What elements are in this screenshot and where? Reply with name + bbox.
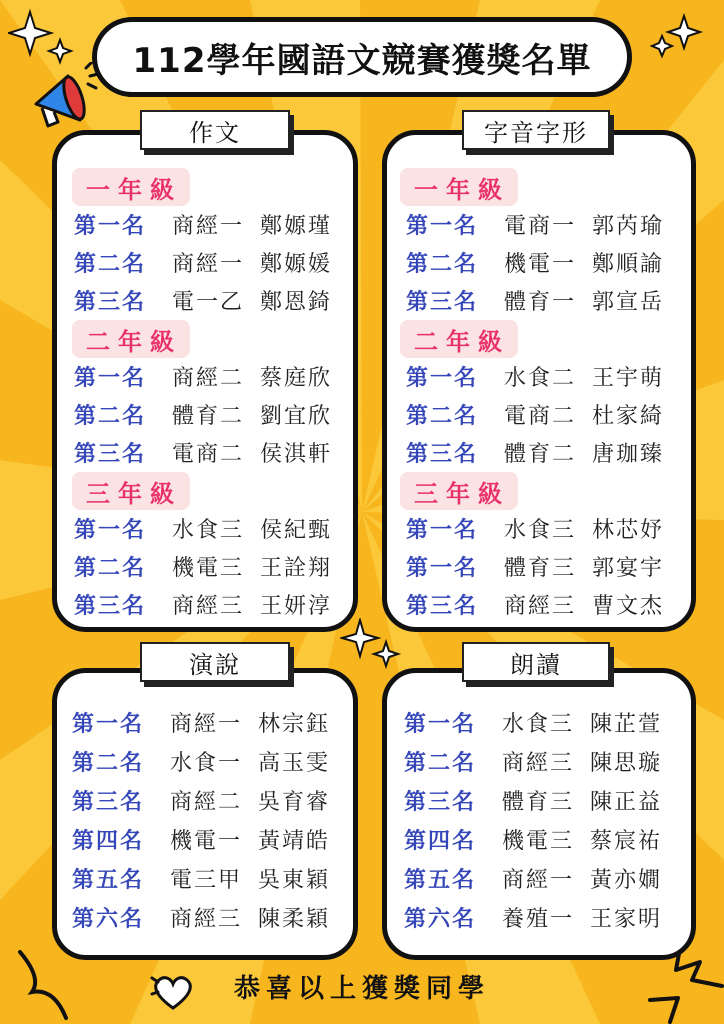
rank-label: 第五名 (72, 867, 145, 893)
class-label: 體育二 (504, 441, 577, 467)
class-label: 商經三 (502, 750, 575, 776)
list-item (406, 548, 664, 584)
list-item (72, 860, 330, 896)
rank-label: 第三名 (404, 789, 477, 815)
rank-label: 第一名 (406, 213, 479, 239)
list-item (72, 704, 330, 740)
rank-label: 第六名 (404, 906, 477, 932)
list-item (74, 548, 332, 584)
tab-reading: 朗讀 (462, 642, 610, 682)
student-name: 劉宜欣 (260, 403, 333, 429)
rank-label: 第一名 (406, 517, 479, 543)
student-name: 黃靖皓 (258, 828, 331, 854)
rank-label: 第二名 (406, 403, 479, 429)
rank-label: 第三名 (74, 289, 147, 315)
rank-label: 第五名 (404, 867, 477, 893)
class-label: 機電一 (504, 251, 577, 277)
list-item (74, 282, 332, 318)
list-item (404, 743, 662, 779)
student-name: 王詮翔 (260, 555, 333, 581)
list-item (74, 434, 332, 470)
rank-label: 第四名 (72, 828, 145, 854)
list-item (406, 396, 664, 432)
class-label: 水食三 (504, 517, 577, 543)
rank-label: 第二名 (404, 750, 477, 776)
rank-label: 第一名 (406, 365, 479, 391)
class-label: 機電三 (502, 828, 575, 854)
student-name: 郭宴宇 (592, 555, 665, 581)
class-label: 電商一 (504, 213, 577, 239)
class-label: 電一乙 (172, 289, 245, 315)
congratulations-text: 恭喜以上獲獎同學 (233, 974, 490, 1004)
student-name: 蔡宸祐 (590, 828, 663, 854)
list-item (406, 510, 664, 546)
list-item (74, 586, 332, 622)
student-name: 唐珈臻 (592, 441, 665, 467)
list-item (404, 782, 662, 818)
rank-label: 第三名 (406, 289, 479, 315)
student-name: 黃亦嫺 (590, 867, 663, 893)
class-label: 機電一 (170, 828, 243, 854)
list-item (406, 358, 664, 394)
list-item (72, 821, 330, 857)
rank-label: 第三名 (406, 441, 479, 467)
rank-label: 第二名 (74, 555, 147, 581)
list-item (406, 206, 664, 242)
class-label: 水食二 (504, 365, 577, 391)
rank-label: 第一名 (74, 517, 147, 543)
tab-composition: 作文 (140, 110, 290, 150)
class-label: 體育三 (504, 555, 577, 581)
rank-label: 第二名 (74, 251, 147, 277)
student-name: 杜家綺 (592, 403, 665, 429)
list-item (72, 899, 330, 935)
class-label: 水食一 (170, 750, 243, 776)
rank-label: 第一名 (72, 711, 145, 737)
grade-label: 二年級 (72, 320, 190, 358)
rank-label: 第六名 (72, 906, 145, 932)
class-label: 商經三 (170, 906, 243, 932)
list-item (404, 860, 662, 896)
class-label: 商經一 (172, 251, 245, 277)
rank-label: 第一名 (404, 711, 477, 737)
student-name: 吳東穎 (258, 867, 331, 893)
student-name: 王妍淳 (260, 593, 333, 619)
sparkle-icon (648, 12, 708, 62)
student-name: 郭芮瑜 (592, 213, 665, 239)
class-label: 電商二 (172, 441, 245, 467)
student-name: 鄭嫄瑾 (260, 213, 333, 239)
class-label: 機電三 (172, 555, 245, 581)
rank-label: 第一名 (406, 555, 479, 581)
student-name: 陳芷萱 (590, 711, 663, 737)
list-item (406, 434, 664, 470)
list-item (74, 396, 332, 432)
student-name: 郭宣岳 (592, 289, 665, 315)
list-item (404, 704, 662, 740)
class-label: 體育二 (172, 403, 245, 429)
class-label: 養殖一 (502, 906, 575, 932)
list-item (406, 586, 664, 622)
student-name: 侯淇軒 (260, 441, 333, 467)
list-item (406, 282, 664, 318)
tab-speech: 演說 (140, 642, 290, 682)
rank-label: 第二名 (72, 750, 145, 776)
class-label: 商經一 (170, 711, 243, 737)
list-item (404, 821, 662, 857)
student-name: 蔡庭欣 (260, 365, 333, 391)
class-label: 體育一 (504, 289, 577, 315)
student-name: 林宗鈺 (258, 711, 331, 737)
class-label: 體育三 (502, 789, 575, 815)
student-name: 鄭恩錡 (260, 289, 333, 315)
list-item (74, 358, 332, 394)
grade-label: 三年級 (400, 472, 518, 510)
rank-label: 第三名 (74, 593, 147, 619)
class-label: 電三甲 (170, 867, 243, 893)
rank-label: 第二名 (406, 251, 479, 277)
grade-label: 一年級 (400, 168, 518, 206)
rank-label: 第一名 (74, 365, 147, 391)
student-name: 鄭順諭 (592, 251, 665, 277)
page-title: 112學年國語文競賽獲獎名單 (92, 17, 632, 97)
megaphone-icon (28, 62, 100, 132)
rank-label: 第二名 (74, 403, 147, 429)
rank-label: 第一名 (74, 213, 147, 239)
list-item (404, 899, 662, 935)
student-name: 林芯妤 (592, 517, 665, 543)
class-label: 商經一 (502, 867, 575, 893)
sparkle-icon (8, 8, 78, 68)
student-name: 陳正益 (590, 789, 663, 815)
list-item (74, 206, 332, 242)
student-name: 曹文杰 (592, 593, 665, 619)
student-name: 高玉雯 (258, 750, 331, 776)
grade-label: 一年級 (72, 168, 190, 206)
class-label: 商經一 (172, 213, 245, 239)
class-label: 商經二 (170, 789, 243, 815)
rank-label: 第三名 (74, 441, 147, 467)
list-item (72, 782, 330, 818)
class-label: 水食三 (172, 517, 245, 543)
student-name: 吳育睿 (258, 789, 331, 815)
class-label: 商經二 (172, 365, 245, 391)
student-name: 王宇萌 (592, 365, 665, 391)
student-name: 侯紀甄 (260, 517, 333, 543)
sparkle-icon (340, 618, 404, 672)
class-label: 商經三 (504, 593, 577, 619)
list-item (406, 244, 664, 280)
rank-label: 第三名 (406, 593, 479, 619)
grade-label: 二年級 (400, 320, 518, 358)
list-item (74, 244, 332, 280)
list-item (72, 743, 330, 779)
class-label: 商經三 (172, 593, 245, 619)
student-name: 陳柔穎 (258, 906, 331, 932)
list-item (74, 510, 332, 546)
rank-label: 第三名 (72, 789, 145, 815)
grade-label: 三年級 (72, 472, 190, 510)
student-name: 鄭嫄媛 (260, 251, 333, 277)
class-label: 水食三 (502, 711, 575, 737)
rank-label: 第四名 (404, 828, 477, 854)
student-name: 王家明 (590, 906, 663, 932)
student-name: 陳思璇 (590, 750, 663, 776)
class-label: 電商二 (504, 403, 577, 429)
tab-characters: 字音字形 (462, 110, 610, 150)
